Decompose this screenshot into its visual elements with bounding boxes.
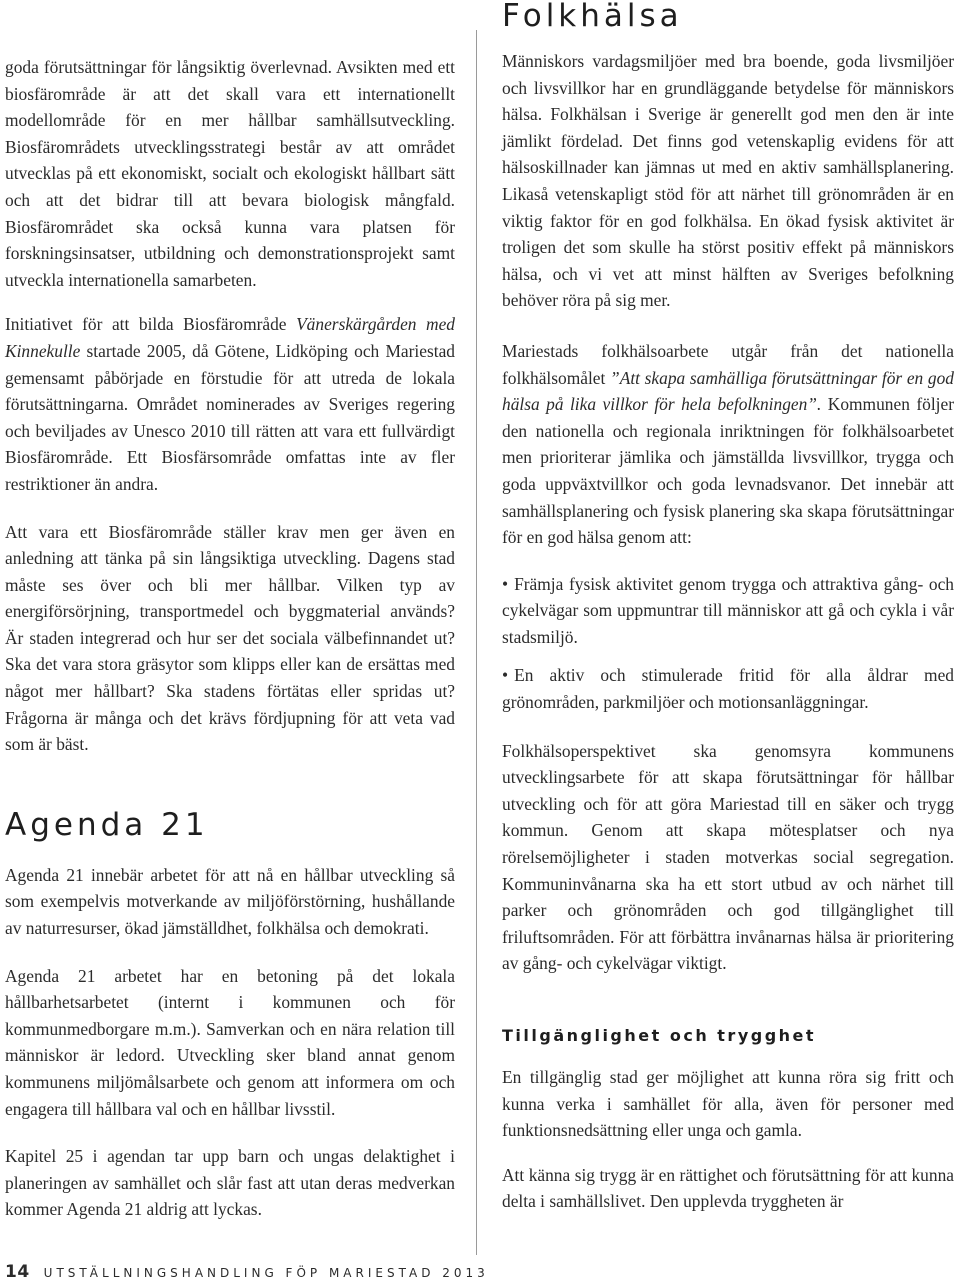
bullet-icon: • — [502, 665, 509, 686]
folkhalsa-heading: Folkhälsa — [502, 0, 683, 34]
right-column — [502, 0, 954, 1215]
national-goal-quote: ”Att skapa samhälliga förutsättningar för en god hälsa på lika villkor för hela befolkningen”. — [502, 367, 954, 415]
agenda-paragraph-3: Kapitel 25 i agendan tar upp barn och ungas delaktighet i planeringen av samhället och slår fast att utan deras medverkan kommer Agenda 21 aldrig att lyckas. — [5, 1146, 455, 1220]
bullet-icon: • — [502, 573, 509, 594]
goal-bullet-list — [502, 571, 954, 716]
left-column — [5, 0, 455, 1223]
accessibility-paragraph-2: Att känna sig trygg är en rättighet och förutsättning för att kunna delta i samhällslivet. Den upplevda tryggheten är — [502, 1164, 954, 1212]
biosphere-paragraph-2: Initiativet för att bilda Biosfärområde Vänerskärgården med Kinnekulle startade 2005, då Götene, Lidköping och Mariestad gemensamt påbörjade en förstudie för att utreda de lokala förutsättningarna. Området nominerades av Sveriges regering och beviljades av Unesco 2010 till rätten att vara ett fullvärdigt Biosfärområde. Ett Biosfärsområde omfattas inte av fler restriktioner än andra. — [5, 314, 455, 494]
folkhalsa-paragraph-1: Människors vardagsmiljöer med bra boende, goda livsmiljöer och livsvillkor har en grundläggande betydelse för människors hälsa. Folkhälsan i Sverige är generellt god men den är inte jämlikt fördelad. Det finns god vetenskaplig evidens för att hälsoskillnader kan jämnas ut med en aktiv samhällsplanering. Likaså vetenskapligt stöd för att närhet till grönområden är en viktig faktor för en god folkhälsa. En ökad fysisk aktivitet är troligen det som skulle ha störst positiv effekt på människors hälsa, och vi vet att minst hälften av Sveriges befolkning behöver röra på sig mer. — [502, 51, 954, 311]
agenda-paragraph-2: Agenda 21 arbetet har en betoning på det lokala hållbarhetsarbetet (internt i kommunen och för kommunmedborgare m.m.). Samverkan och en nära relation till människor är ledord. Utveckling sker bland annat genom kommunens miljömålsarbete och genom att informera om och engagera till hållbara val och en hållbar livsstil. — [5, 965, 455, 1119]
biosphere-paragraph-1: goda förutsättningar för långsiktig överlevnad. Avsikten med ett biosfärområde är att det skall vara ett internationellt modellområde för en mer hållbar samhällsutveckling. Biosfärområdets utvecklingsstrategi består av att området utvecklas på ett ekonomiskt, socialt och ekologiskt hållbart sätt och att det bidrar till att bevara biologisk mångfald. Biosfärområdet ska också kunna vara platsen för forskningsinsatser, utbildning och demonstrationsprojekt samt utveckla internationella samarbeten. — [5, 57, 455, 290]
folkhalsa-paragraph-2: Mariestads folkhälsoarbete utgår från det nationella folkhälsomålet ”Att skapa samhälliga förutsättningar för en god hälsa på lika villkor för hela befolkningen”. Kommunen följer den nationella och regionala inriktningen för folkhälsoarbetet men prioriterar jämlika och jämställda livsvillkor, trygga och goda uppväxtvillkor och goda levnadsvanor. Det innebär att samhällsplanering och fysisk planering ska skapa förutsättningar för en god hälsa genom att: — [502, 340, 954, 548]
column-divider — [476, 30, 477, 1255]
agenda-21-heading: Agenda 21 — [5, 806, 209, 843]
page-number: 14 — [5, 1262, 30, 1282]
agenda-paragraph-1: Agenda 21 innebär arbetet för att nå en hållbar utveckling så som exempelvis motverkande av miljöförstörning, hushållande av naturresurser, ökad jämställdhet, folkhälsa och demokrati. — [5, 864, 455, 939]
document-title: UTSTÄLLNINGSHANDLING FÖP MARIESTAD 2013 — [43, 1266, 489, 1280]
biosphere-paragraph-3: Att vara ett Biosfärområde ställer krav men ger även en anledning att tänka på sin långsiktiga utveckling. Dagens stad måste ses över och bli mer hållbar. Vilken typ av energiförsörjning, transportmedel och byggmaterial används? Är staden integrerad och hur ser det sociala välbefinnandet ut? Ska det vara stora gräsytor som klipps eller kan de ersättas med något mer hållbart? Ska stadens förtätas eller spridas ut? Frågorna är många och det krävs fördjupning för att veta vad som är bäst. — [5, 521, 455, 755]
list-item: • Främja fysisk aktivitet genom trygga och attraktiva gång- och cykelvägar som uppmuntrar till människor att gå och cykla i vår stadsmiljö. — [502, 573, 954, 647]
place-name: Vänerskärgården med Kinnekulle — [5, 314, 455, 361]
accessibility-safety-heading: Tillgänglighet och trygghet — [502, 1026, 817, 1045]
page-footer — [5, 1262, 489, 1284]
list-item: • En aktiv och stimulerade fritid för alla åldrar med grönområden, parkmiljöer och motionsanläggningar. — [502, 665, 954, 713]
folkhalsa-paragraph-3: Folkhälsoperspektivet ska genomsyra kommunens utvecklingsarbete för att skapa förutsättningar för hållbar utveckling och för att göra Mariestad till en säker och trygg kommun. Genom att skapa mötesplatser och nya rörelsemöjligheter i staden motverkas social segregation. Kommuninvånarna ska ha ett stort utbud av och närhet till parker och grönområden och god tillgänglighet till friluftsområden. För att förbättra invånarnas hälsa är prioritering av gång- och cykelvägar viktigt. — [502, 740, 954, 974]
accessibility-paragraph-1: En tillgänglig stad ger möjlighet att kunna röra sig fritt och kunna verka i samhället för alla, även för personer med funktionsnedsättning eller unga och gamla. — [502, 1067, 954, 1141]
